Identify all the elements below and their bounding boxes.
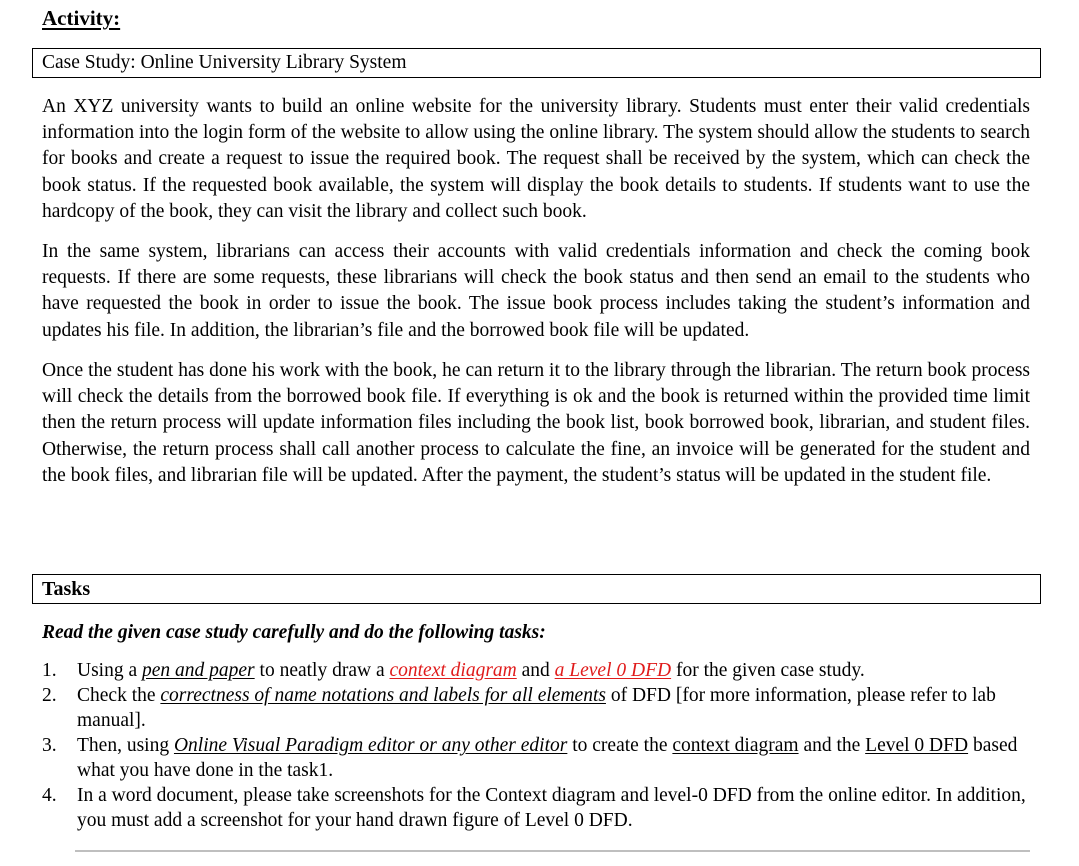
task-text: based what you have done in the task1. xyxy=(77,735,1018,781)
case-study-title-box: Case Study: Online University Library System xyxy=(32,48,1041,78)
task-emphasis: pen and paper xyxy=(142,660,255,681)
tasks-list xyxy=(42,658,1030,833)
task-text: Using a xyxy=(77,660,142,681)
case-paragraph-1: An XYZ university wants to build an online website for the university library. Students must enter their valid credentials information into the login form of the website to allow using the online library. The system should allow the students to search for books and create a request to issue the required book. The request shall be received by the system, which can check the book status. If the requested book available, the system will display the book details to students. If students want to use the hardcopy of the book, they can visit the library and collect such book. xyxy=(42,96,1030,222)
page-divider xyxy=(75,850,1030,852)
task-highlight-link: context diagram xyxy=(389,660,517,681)
task-text: and xyxy=(516,660,555,681)
tasks-instruction: Read the given case study carefully and do the following tasks: xyxy=(42,622,546,643)
task-text: of DFD [for more information, please refer to lab manual]. xyxy=(77,685,996,731)
case-paragraph-3: Once the student has done his work with the book, he can return it to the library through the librarian. The return book process will check the details from the borrowed book file. If everything is ok and the book is returned within the provided time limit then the return process will update information files including the book list, book borrowed book, librarian, and student files. Otherwise, the return process shall call another process to calculate the fine, an invoice will be generated for the student and the book files, and librarian file will be updated. After the payment, the student’s status will be updated in the student file. xyxy=(42,360,1030,486)
task-text: and the xyxy=(798,735,866,756)
task-item-2 xyxy=(42,683,1030,733)
task-number: 2. xyxy=(42,685,57,706)
task-emphasis: correctness of name notations and labels for all elements xyxy=(160,685,606,706)
task-text: to create the xyxy=(567,735,673,756)
task-text: for the given case study. xyxy=(671,660,865,681)
task-number: 3. xyxy=(42,735,57,756)
task-emphasis: Online Visual Paradigm editor or any other editor xyxy=(173,735,568,756)
task-highlight-link: a Level 0 DFD xyxy=(554,660,672,681)
task-item-1 xyxy=(42,658,1030,683)
tasks-title-box: Tasks xyxy=(32,574,1041,604)
task-text: Then, using xyxy=(77,735,174,756)
task-number: 4. xyxy=(42,785,57,806)
task-item-3 xyxy=(42,733,1030,783)
task-text: to neatly draw a xyxy=(254,660,390,681)
task-number: 1. xyxy=(42,660,57,681)
case-paragraph-2: In the same system, librarians can access their accounts with valid credentials information and check the coming book requests. If there are some requests, these librarians will check the book status and then send an email to the students who have requested the book in order to issue the book. The issue book process includes taking the student’s information and updates his file. In addition, the librarian’s file and the borrowed book file will be updated. xyxy=(42,241,1030,341)
task-emphasis: Level 0 DFD xyxy=(865,735,969,756)
task-text: Check the xyxy=(77,685,161,706)
task-text: In a word document, please take screenshots for the Context diagram and level-0 DFD from the online editor. In addition, you must add a screenshot for your hand drawn figure of Level 0 DFD. xyxy=(77,785,1026,831)
activity-heading: Activity: xyxy=(42,6,121,30)
task-item-4 xyxy=(42,783,1030,833)
task-emphasis: context diagram xyxy=(672,735,799,756)
